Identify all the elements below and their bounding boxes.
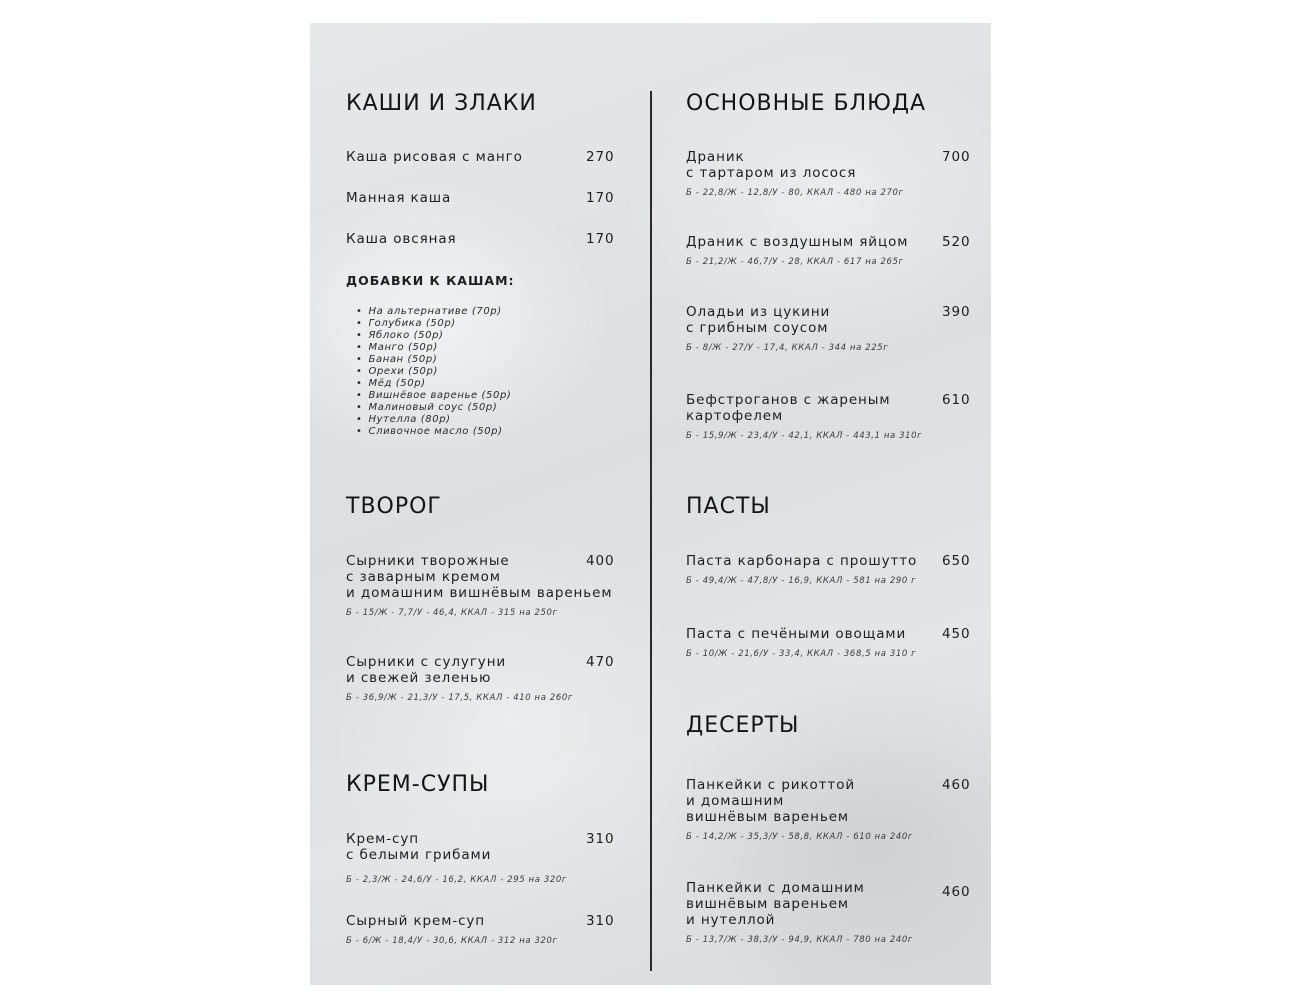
bullet-icon: • bbox=[356, 390, 363, 401]
bullet-icon: • bbox=[356, 378, 363, 389]
item-name: Оладьи из цукини с грибным соусом bbox=[686, 304, 831, 336]
item-name: Панкейки с рикоттой и домашним вишнёвым вареньем bbox=[686, 777, 856, 825]
item-price: 400 bbox=[586, 553, 615, 569]
item-price: 460 bbox=[942, 777, 971, 793]
menu-item bbox=[346, 231, 646, 247]
item-name: Паста с печёными овощами bbox=[686, 626, 907, 642]
item-name: Драник с тартаром из лосося bbox=[686, 149, 857, 181]
item-nutrition: Б - 15,9/Ж - 23,4/У - 42,1, ККАЛ - 443,1 на 310г bbox=[686, 431, 923, 441]
bullet-icon: • bbox=[356, 402, 363, 413]
menu-page bbox=[310, 23, 991, 985]
menu-column-right bbox=[686, 23, 986, 985]
item-name: Панкейки с домашним вишнёвым вареньем и нутеллой bbox=[686, 880, 865, 928]
item-price: 520 bbox=[942, 234, 971, 250]
menu-item bbox=[346, 913, 646, 946]
menu-column-left bbox=[346, 23, 646, 985]
item-nutrition: Б - 49,4/Ж - 47,8/У - 16,9, ККАЛ - 581 на 290 г bbox=[686, 576, 917, 586]
section-title-kashi: КАШИ И ЗЛАКИ bbox=[346, 91, 537, 116]
addon-item: • На альтернативе (70р) bbox=[356, 306, 502, 317]
column-divider bbox=[650, 91, 652, 971]
item-price: 310 bbox=[586, 831, 615, 847]
menu-item bbox=[686, 234, 986, 267]
section-title-main: ОСНОВНЫЕ БЛЮДА bbox=[686, 91, 927, 116]
bullet-icon: • bbox=[356, 342, 363, 353]
item-name: Крем-суп с белыми грибами bbox=[346, 831, 492, 863]
item-name: Паста карбонара с прошутто bbox=[686, 553, 918, 569]
menu-item bbox=[686, 553, 986, 586]
addons-title: ДОБАВКИ К КАШАМ: bbox=[346, 273, 515, 288]
menu-item bbox=[686, 880, 986, 945]
addon-item: • Манго (50р) bbox=[356, 342, 438, 353]
menu-item bbox=[346, 654, 646, 703]
item-name: Сырники творожные с заварным кремом и домашним вишнёвым вареньем bbox=[346, 553, 613, 601]
item-name: Каша рисовая с манго bbox=[346, 149, 523, 165]
item-price: 170 bbox=[586, 231, 615, 247]
section-title-pasta: ПАСТЫ bbox=[686, 494, 771, 519]
bullet-icon: • bbox=[356, 354, 363, 365]
item-name: Каша овсяная bbox=[346, 231, 457, 247]
item-name: Манная каша bbox=[346, 190, 452, 206]
item-price: 470 bbox=[586, 654, 615, 670]
addon-item: • Малиновый соус (50р) bbox=[356, 402, 498, 413]
item-nutrition: Б - 15/Ж - 7,7/У - 46,4, ККАЛ - 315 на 250г bbox=[346, 608, 558, 618]
bullet-icon: • bbox=[356, 426, 363, 437]
bullet-icon: • bbox=[356, 318, 363, 329]
item-name: Сырный крем-суп bbox=[346, 913, 486, 929]
menu-item bbox=[686, 392, 986, 441]
item-price: 460 bbox=[942, 884, 971, 900]
item-nutrition: Б - 10/Ж - 21,6/У - 33,4, ККАЛ - 368,5 на 310 г bbox=[686, 649, 917, 659]
addons-list bbox=[356, 306, 511, 438]
addon-item: • Яблоко (50р) bbox=[356, 330, 444, 341]
item-nutrition: Б - 36,9/Ж - 21,3/У - 17,5, ККАЛ - 410 на 260г bbox=[346, 693, 573, 703]
item-nutrition: Б - 13,7/Ж - 38,3/У - 94,9, ККАЛ - 780 на 240г bbox=[686, 935, 913, 945]
item-nutrition: Б - 6/Ж - 18,4/У - 30,6, ККАЛ - 312 на 320г bbox=[346, 936, 558, 946]
item-price: 610 bbox=[942, 392, 971, 408]
item-price: 650 bbox=[942, 553, 971, 569]
menu-item bbox=[346, 149, 646, 165]
item-price: 310 bbox=[586, 913, 615, 929]
section-title-soups: КРЕМ-СУПЫ bbox=[346, 772, 490, 797]
menu-item bbox=[346, 553, 646, 618]
bullet-icon: • bbox=[356, 306, 363, 317]
addon-item: • Нутелла (80р) bbox=[356, 414, 451, 425]
section-title-desserts: ДЕСЕРТЫ bbox=[686, 713, 800, 738]
addon-item: • Орехи (50р) bbox=[356, 366, 438, 377]
item-name: Драник с воздушным яйцом bbox=[686, 234, 909, 250]
section-title-tvorog: ТВОРОГ bbox=[346, 494, 442, 519]
item-price: 270 bbox=[586, 149, 615, 165]
item-nutrition: Б - 22,8/Ж - 12,8/У - 80, ККАЛ - 480 на 270г bbox=[686, 188, 904, 198]
item-nutrition: Б - 14,2/Ж - 35,3/У - 58,8, ККАЛ - 610 на 240г bbox=[686, 832, 913, 842]
bullet-icon: • bbox=[356, 366, 363, 377]
bullet-icon: • bbox=[356, 414, 363, 425]
item-name: Сырники с сулугуни и свежей зеленью bbox=[346, 654, 507, 686]
menu-item bbox=[346, 190, 646, 206]
item-nutrition: Б - 21,2/Ж - 46,7/У - 28, ККАЛ - 617 на 265г bbox=[686, 257, 904, 267]
menu-item bbox=[686, 626, 986, 659]
addon-item: • Мёд (50р) bbox=[356, 378, 426, 389]
item-price: 700 bbox=[942, 149, 971, 165]
item-price: 450 bbox=[942, 626, 971, 642]
item-nutrition: Б - 8/Ж - 27/У - 17,4, ККАЛ - 344 на 225г bbox=[686, 343, 889, 353]
item-nutrition: Б - 2,3/Ж - 24,6/У - 16,2, ККАЛ - 295 на 320г bbox=[346, 875, 567, 885]
item-name: Бефстроганов с жареным картофелем bbox=[686, 392, 891, 424]
bullet-icon: • bbox=[356, 330, 363, 341]
menu-item bbox=[686, 149, 986, 198]
menu-item bbox=[686, 304, 986, 353]
addon-item: • Банан (50р) bbox=[356, 354, 438, 365]
menu-item bbox=[686, 777, 986, 842]
addon-item: • Голубика (50р) bbox=[356, 318, 456, 329]
menu-item bbox=[346, 831, 646, 885]
item-price: 390 bbox=[942, 304, 971, 320]
addon-item: • Вишнёвое варенье (50р) bbox=[356, 390, 512, 401]
addon-item: • Сливочное масло (50р) bbox=[356, 426, 503, 437]
item-price: 170 bbox=[586, 190, 615, 206]
